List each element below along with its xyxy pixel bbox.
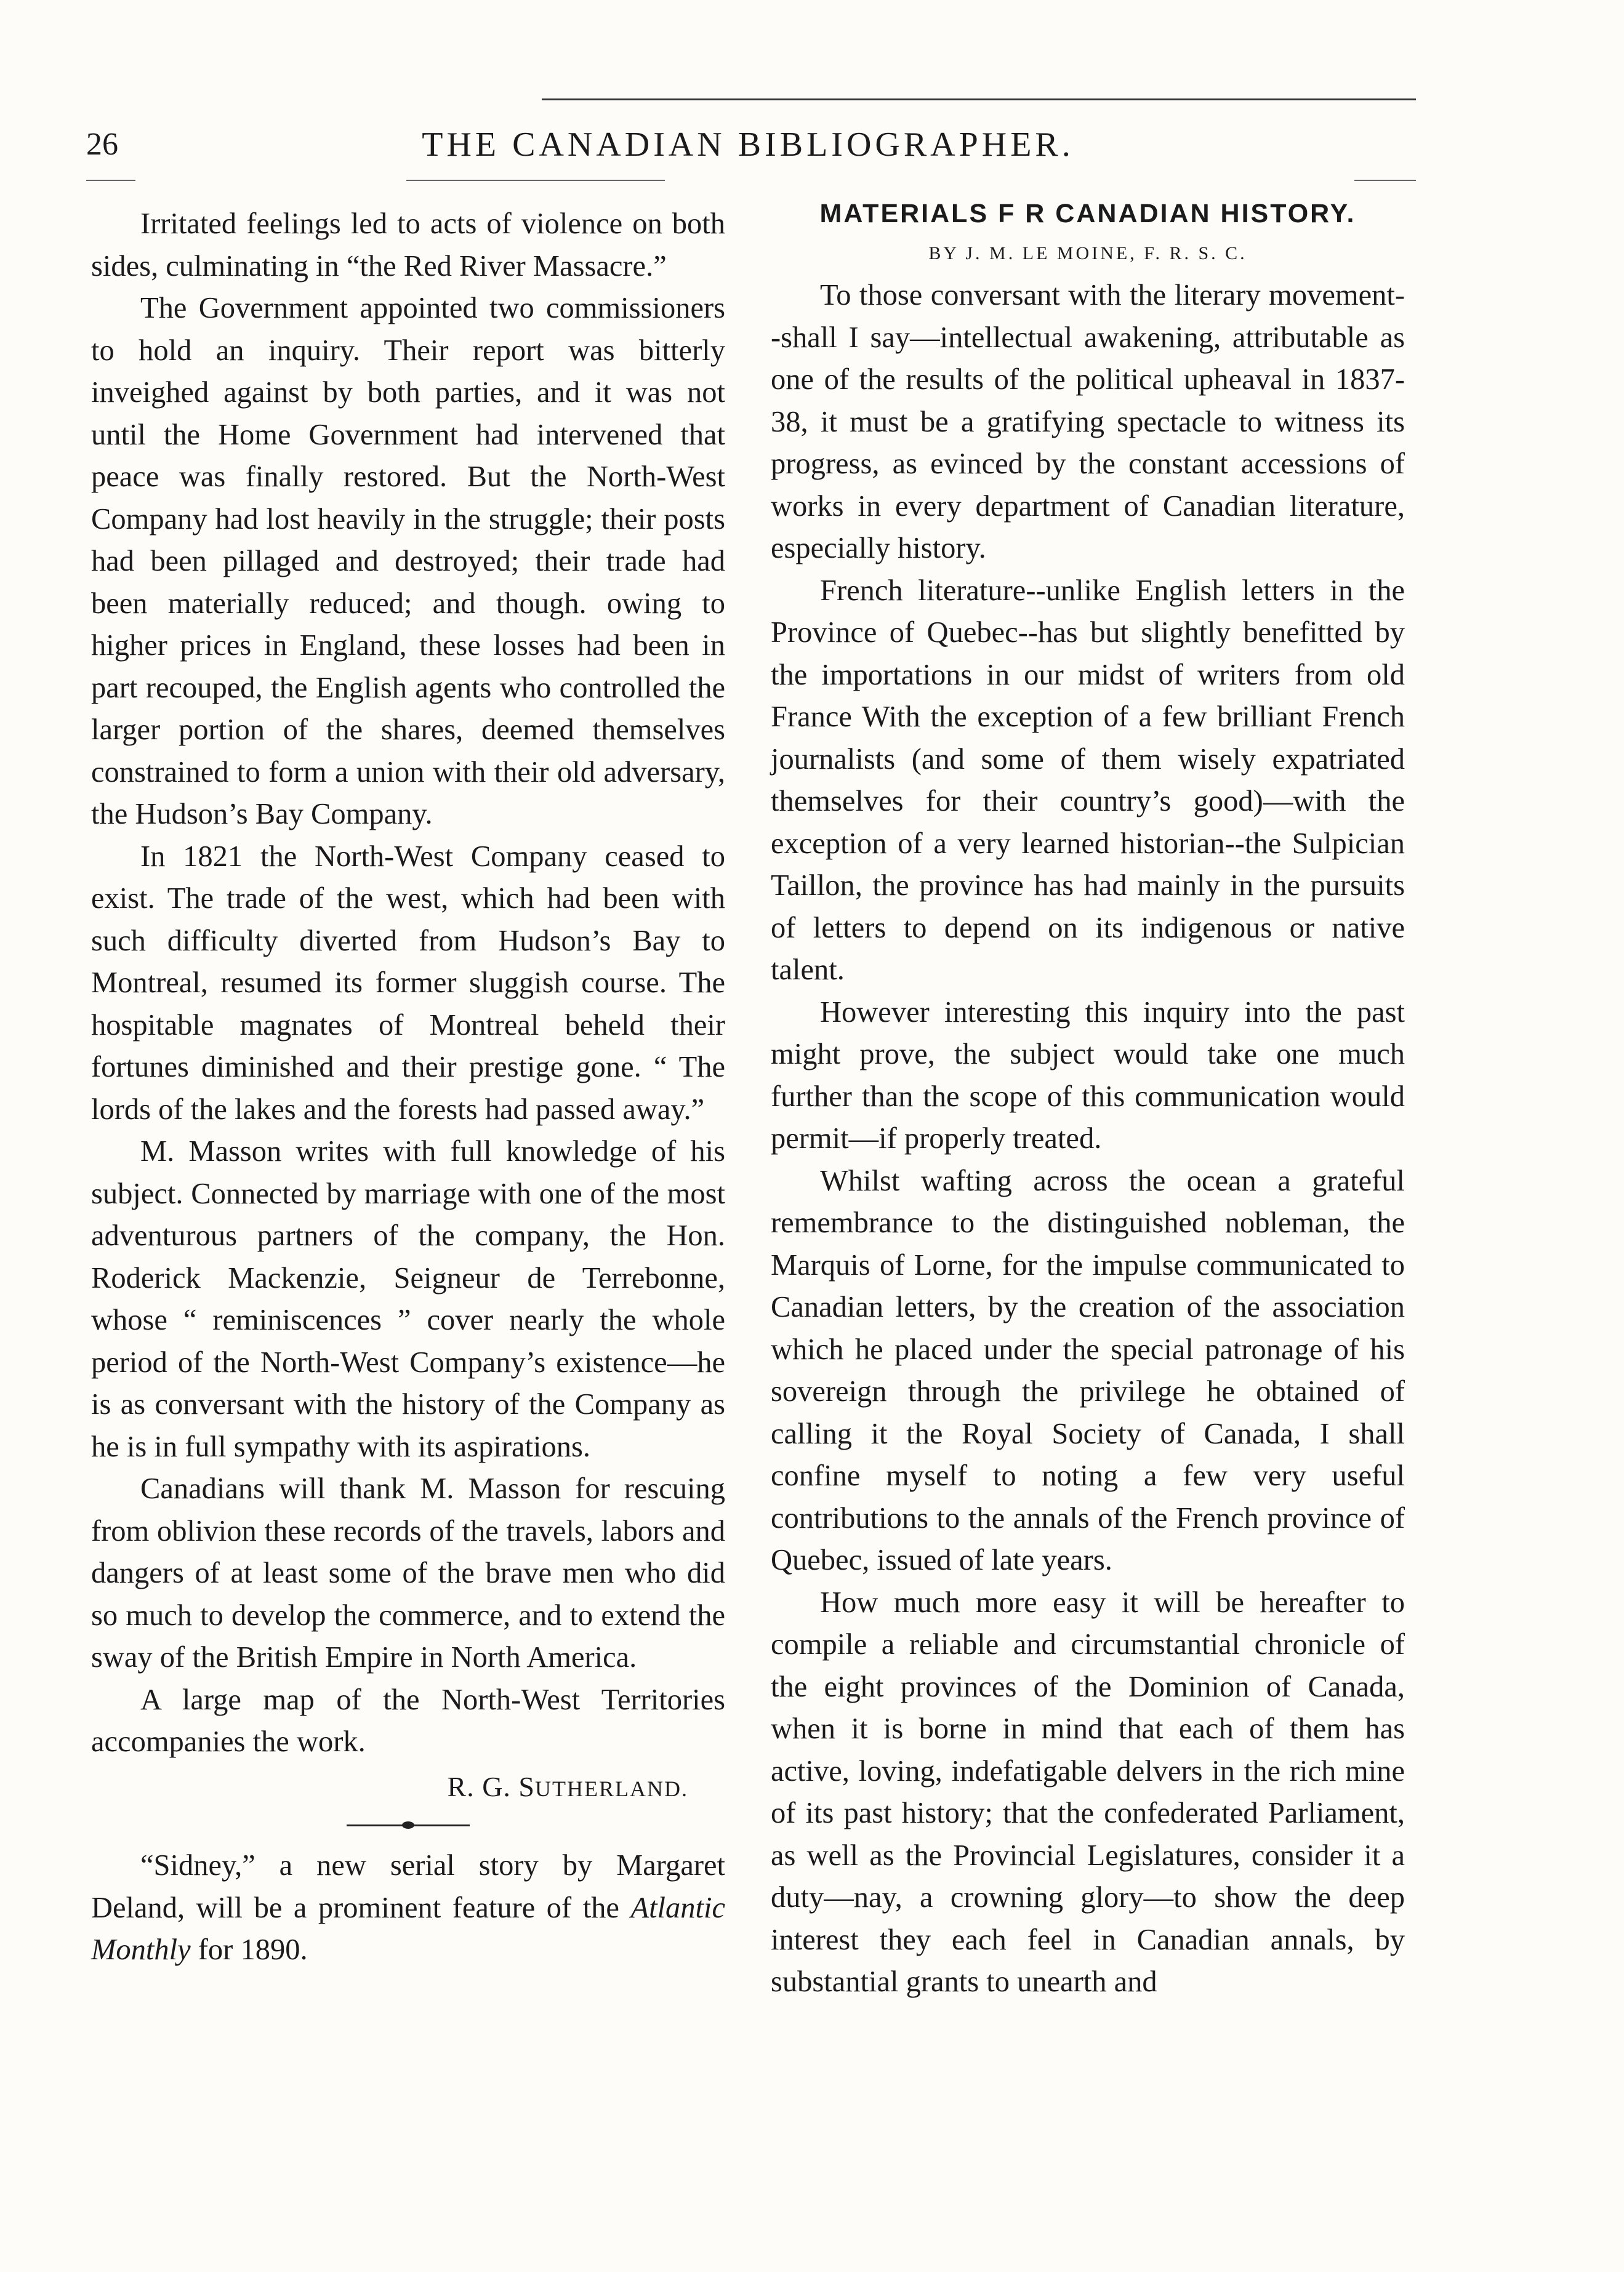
page-number: 26 [86,127,118,162]
note-text: “Sidney,” a new serial story by Margaret Deland, will be a prominent feature of the [91,1849,725,1924]
left-column [91,203,725,1972]
header-rule-right [1354,180,1416,181]
signature-initials: R. G. S [447,1770,536,1802]
article-byline: BY J. M. LE MOINE, F. R. S. C. [928,243,1247,263]
journal-title: THE CANADIAN BIBLIOGRAPHER. [422,126,1074,164]
paragraph: To those conversant with the literary movement--shall I say—intellectual awakening, attributable as one of the results of the political upheaval in 1837-38, it must be a gratifying spectacle to witness its progress, as evinced by the constant accessions of works in every department of Canadian literature, especially history. [771,279,1405,564]
paragraph: However interesting this inquiry into the past might prove, the subject would take one much further than the scope of this communication would permit—if properly treated. [771,995,1405,1155]
header-rule-center [406,180,665,181]
article-title: MATERIALS F R CANADIAN HISTORY. [819,199,1356,228]
note-italic-title: Atlantic Monthly [91,1891,726,1966]
note-end: for 1890. [198,1933,308,1966]
news-note [91,1845,725,1972]
header-rule-left [86,180,135,181]
paragraph: Whilst wafting across the ocean a grateful remembrance to the distinguished nobleman, the Marquis of Lorne, for the impulse communicated to Canadian letters, by the creation of the association which he placed under the special patronage of his sovereign through the privilege he obtained of calling it the Royal Society of Canada, I shall confine myself to noting a few very useful contributions to the annals of the French province of Quebec, issued of late years. [771,1164,1405,1576]
paragraph: Canadians will thank M. Masson for rescuing from oblivion these records of the travels, labors and dangers of at least some of the brave men who did so much to develop the commerce, and to extend the sway of the British Empire in North America. [91,1472,725,1674]
paragraph: In 1821 the North-West Company ceased to exist. The trade of the west, which had been with such difficulty diverted from Hudson’s Bay to Montreal, resumed its former sluggish course. The hospitable magnates of Montreal beheld their fortunes diminished and their prestige gone. “ The lords of the lakes and the forests had passed away.” [91,840,725,1126]
paragraph: The Government appointed two commissioners to hold an inquiry. Their report was bitterly inveighed against by both parties, and it was not until the Home Government had intervened that peace was finally restored. But the North-West Company had lost heavily in the struggle; their posts had been pillaged and destroyed; their trade had been materially reduced; and though. owing to higher prices in England, these losses had been in part recouped, the English agents who controlled the larger portion of the shares, deemed themselves constrained to form a union with their old adversary, the Hudson’s Bay Company. [91,292,725,830]
right-column [771,196,1405,2004]
signature-rest: UTHERLAND. [535,1776,688,1801]
top-rule [542,98,1416,100]
page-header [86,117,1410,172]
divider-ornament [402,1821,414,1829]
paragraph: Irritated feelings led to acts of violence on both sides, culminating in “the Red River Massacre.” [91,207,725,283]
paragraph: How much more easy it will be hereafter to compile a reliable and circumstantial chronicle of the eight provinces of the Dominion of Canada, when it is borne in mind that each of them has active, loving, indefatigable delvers in the rich mine of its past history; that the confederated Parliament, as well as the Provincial Legislatures, consider it a duty—nay, a crowning glory—to show the deep interest they each feel in Canadian annals, by substantial grants to unearth and [771,1586,1405,1998]
paragraph: M. Masson writes with full knowledge of his subject. Connected by marriage with one of the most adventurous partners of the company, the Hon. Roderick Mackenzie, Seigneur de Terrebonne, whose “ reminiscences ” cover nearly the whole period of the North-West Company’s existence—he is as conversant with the history of the Company as he is in full sympathy with its aspirations. [91,1135,725,1463]
section-divider [347,1824,470,1826]
paragraph: A large map of the North-West Territories accompanies the work. [91,1683,725,1758]
paragraph: French literature--unlike English letters in the Province of Quebec--has but slightly benefitted by the importations in our midst of writers from old France With the exception of a few brilliant French journalists (and some of them wisely expatriated themselves for their country’s good)—with the exception of a very learned historian--the Sulpician Taillon, the province has had mainly in the pursuits of letters to depend on its indigenous or native talent. [771,574,1405,986]
review-signature [91,1766,725,1810]
